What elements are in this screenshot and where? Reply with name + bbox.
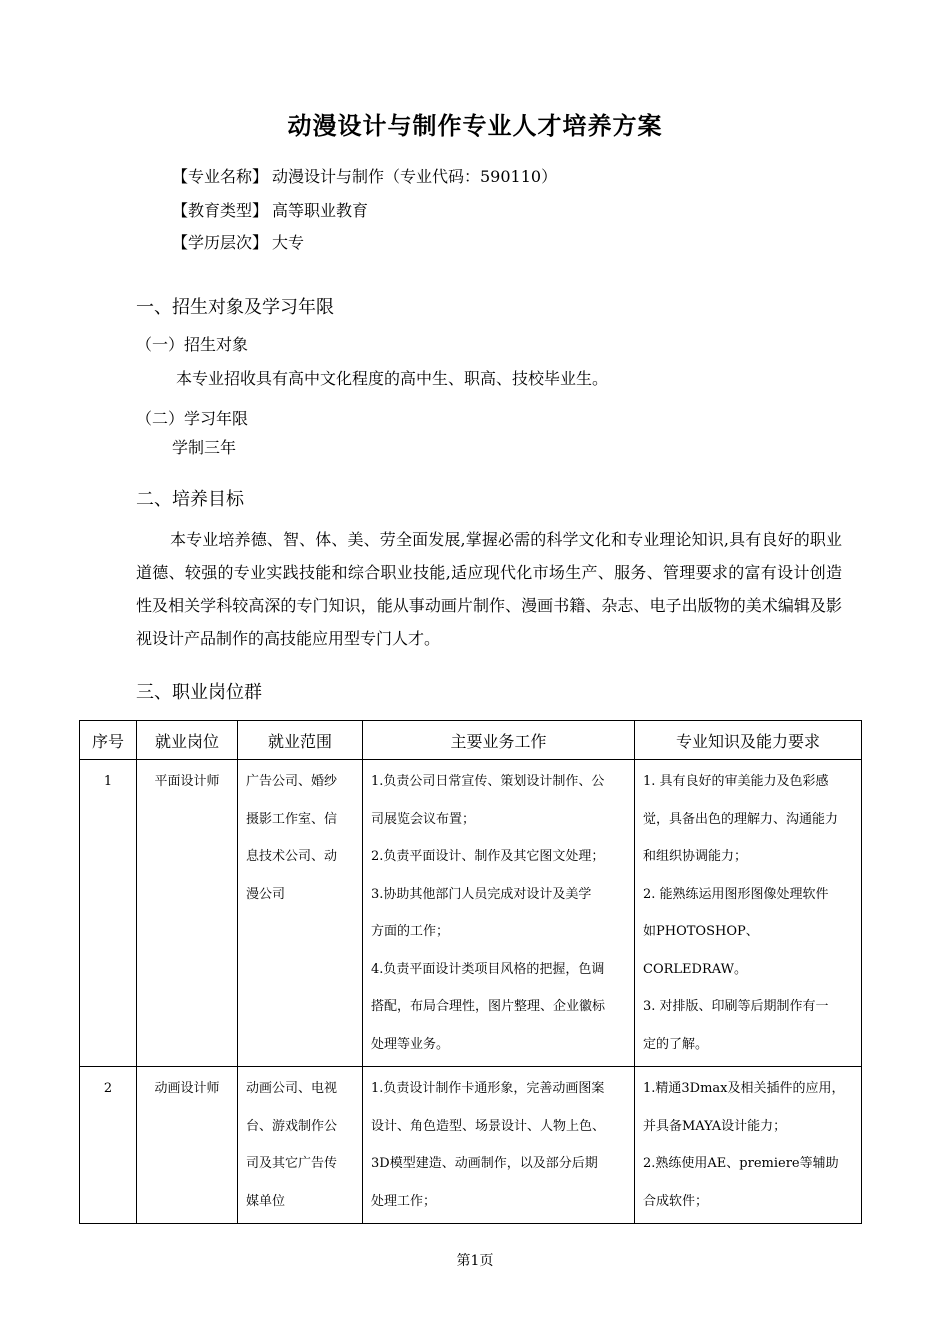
meta-label: 【专业名称】 — [172, 167, 269, 186]
enrollment-text: 本专业招收具有高中文化程度的高中生、职高、技校毕业生。 — [176, 369, 609, 388]
section-heading-1: 一、招生对象及学习年限 — [136, 297, 334, 318]
cell-post: 动画设计师 — [137, 1067, 238, 1224]
cell-line: 司展览会议布置； — [371, 811, 476, 827]
cell-work — [363, 760, 635, 1067]
cell-line: 和组织协调能力； — [643, 849, 748, 864]
cell-line: 1. 具有良好的审美能力及色彩感 — [643, 774, 829, 789]
header-work: 主要业务工作 — [363, 721, 635, 760]
cell-line: 方面的工作； — [371, 924, 450, 939]
cell-line: 3. 对排版、印刷等后期制作有一 — [643, 999, 829, 1014]
cell-line: 合成软件； — [643, 1193, 709, 1209]
header-scope: 就业范围 — [238, 721, 363, 760]
cell-line: 4.负责平面设计类项目风格的把握，色调 — [371, 961, 605, 977]
meta-label: 【教育类型】 — [172, 201, 269, 220]
cell-line: 1.精通3Dmax及相关插件的应用， — [643, 1081, 845, 1096]
cell-line: 并具备MAYA设计能力； — [643, 1118, 787, 1134]
cell-work — [363, 1067, 635, 1224]
cell-line: 广告公司、婚纱 — [246, 774, 338, 789]
document-title: 动漫设计与制作专业人才培养方案 — [287, 112, 663, 140]
page-number: 第1页 — [456, 1253, 494, 1269]
training-goal-paragraph: 本专业培养德、智、体、美、劳全面发展,掌握必需的科学文化和专业理论知识,具有良好的职业道德、较强的专业实践技能和综合职业技能,适应现代化市场生产、服务、管理要求的富有设计创造性及相关学科较高深的专门知识，能从事动画片制作、漫画书籍、杂志、电子出版物的美术编辑及影视设计产品制作的高技能应用型专门人才。 — [136, 530, 842, 648]
table-row — [80, 760, 862, 1067]
cell-line: 2. 能熟练运用图形图像处理软件 — [643, 886, 829, 902]
career-positions-table — [79, 720, 862, 1224]
cell-post: 平面设计师 — [137, 760, 238, 1067]
cell-line: 司及其它广告传 — [246, 1156, 338, 1171]
cell-line: 媒单位 — [246, 1193, 286, 1209]
meta-value: 动漫设计与制作（专业代码：590110） — [272, 167, 558, 186]
subsection-heading-enrollment: （一）招生对象 — [136, 335, 249, 354]
cell-line: 漫公司 — [246, 886, 286, 902]
cell-line: 摄影工作室、信 — [246, 811, 338, 827]
cell-requirements — [635, 1067, 862, 1224]
section-heading-2: 二、培养目标 — [136, 489, 244, 510]
cell-line: 1.负责设计制作卡通形象，完善动画图案 — [371, 1081, 605, 1096]
cell-line: 3D模型建造、动画制作，以及部分后期 — [371, 1156, 598, 1171]
cell-line: 台、游戏制作公 — [246, 1118, 338, 1134]
table-header-row — [80, 721, 862, 760]
cell-scope — [238, 760, 363, 1067]
cell-no: 1 — [80, 760, 137, 1067]
cell-requirements — [635, 760, 862, 1067]
section-heading-3: 三、职业岗位群 — [136, 682, 262, 703]
cell-line: 息技术公司、动 — [246, 849, 338, 864]
header-no: 序号 — [80, 721, 137, 760]
cell-line: 1.负责公司日常宣传、策划设计制作、公 — [371, 774, 605, 789]
cell-line: 觉，具备出色的理解力、沟通能力 — [643, 811, 839, 827]
cell-no: 2 — [80, 1067, 137, 1224]
cell-line: 2.负责平面设计、制作及其它图文处理； — [371, 849, 605, 864]
cell-line: 搭配，布局合理性，图片整理、企业徽标 — [371, 999, 606, 1014]
cell-line: 2.熟练使用AE、premiere等辅助 — [643, 1156, 839, 1171]
duration-text: 学制三年 — [172, 438, 237, 457]
cell-scope — [238, 1067, 363, 1224]
cell-line: 3.协助其他部门人员完成对设计及美学 — [371, 886, 592, 902]
cell-line: 定的了解。 — [643, 1036, 709, 1052]
meta-label: 【学历层次】 — [172, 233, 269, 252]
header-requirements: 专业知识及能力要求 — [635, 721, 862, 760]
header-post: 就业岗位 — [137, 721, 238, 760]
cell-line: 设计、角色造型、场景设计、人物上色、 — [371, 1118, 606, 1134]
subsection-heading-duration: （二）学习年限 — [136, 409, 249, 428]
cell-line: 动画公司、电视 — [246, 1081, 338, 1096]
meta-degree-level — [172, 230, 304, 253]
cell-line: 处理工作； — [371, 1193, 437, 1209]
cell-line: 处理等业务。 — [371, 1036, 450, 1052]
cell-line: 如PHOTOSHOP、CORLEDRAW。 — [643, 924, 759, 977]
meta-value: 大专 — [272, 233, 305, 252]
table-row — [80, 1067, 862, 1224]
meta-major — [172, 164, 557, 187]
meta-education-type — [172, 198, 368, 221]
meta-value: 高等职业教育 — [272, 201, 369, 220]
